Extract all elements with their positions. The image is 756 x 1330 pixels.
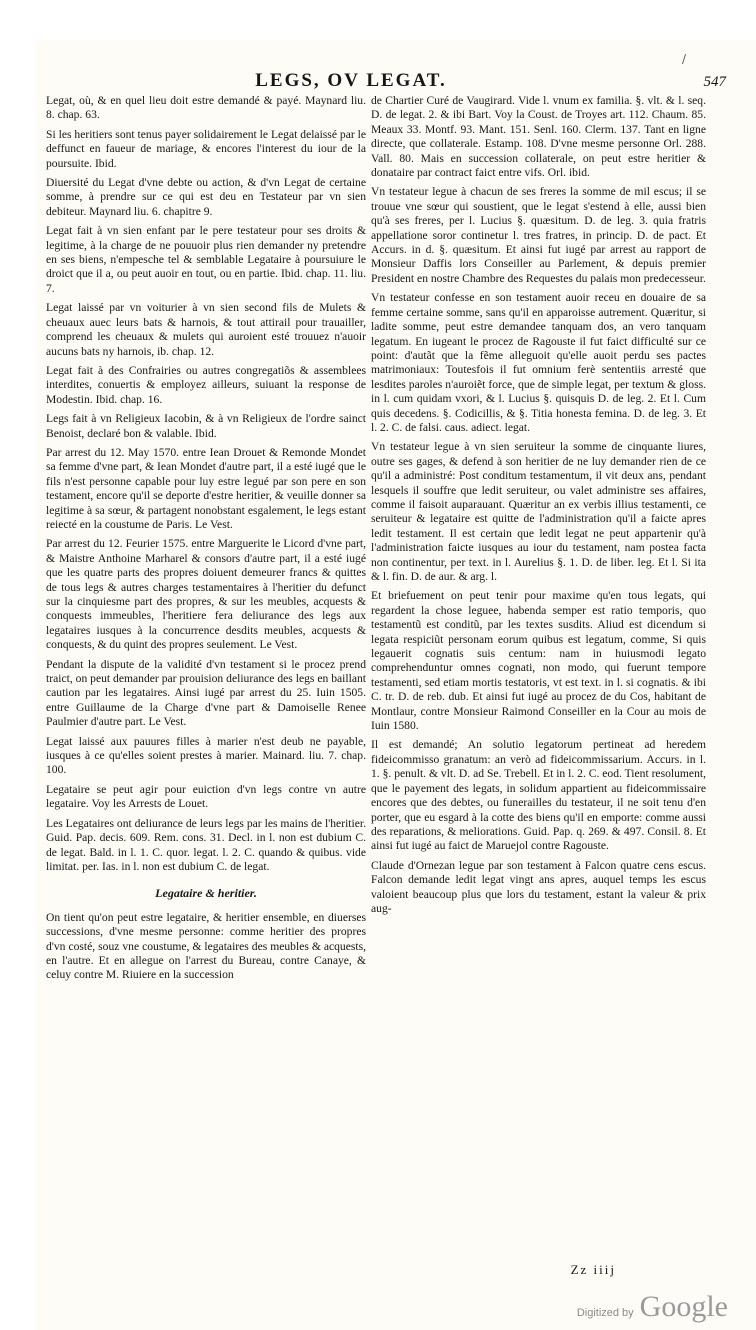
right-column — [371, 94, 706, 921]
paragraph: Pendant la dispute de la validité d'vn testament si le procez prend traict, on peut demander par prouision deliurance des legs en baillant caution par les legataires. Ainsi iugé par arrest du 25. Iuin 1505. entre Guillaume de la Charge d'vne part & Damoiselle Renee Paulmier d'autre part. Le Vest. — [46, 657, 366, 729]
paragraph: Par arrest du 12. May 1570. entre Iean Drouet & Remonde Mondet sa femme d'vne part, & Iean Mondet d'autre part, il a esté iugé que le fils n'est personne capable pour luy estre legué par son pere en son testament, encore qu'il se deporte d'estre heritier, & veuille donner sa legitime à sa sœur, & partagent nonobstant esgalement, le legs estant reiecté en la coustume de Paris. Le Vest. — [46, 445, 366, 531]
paragraph: Claude d'Ornezan legue par son testament à Falcon quatre cens escus. Falcon demande ledit legat vingt ans apres, auquel temps les escus valoient beaucoup plus que lors du testament, estant la valeur & prix aug- — [371, 858, 706, 915]
signature-mark: Zz iiij — [570, 1262, 616, 1277]
paragraph: de Chartier Curé de Vaugirard. Vide l. vnum ex familia. §. vlt. & l. seq. D. de legat. 2. & ibi Bart. Voy la Coust. de Troyes art. 112. Chaum. 85. Meaux 33. Montf. 93. Mant. 151. Senl. 160. Clerm. 137. Tant en ligne directe, que collaterale. Estamp. 108. D'vne mesme personne Orl. 288. Vall. 80. Mais en succession collaterale, on peut estre heritier & donataire par contract faict entre vifs. Orl. ibid. — [371, 94, 706, 180]
google-logo: Google — [639, 1290, 728, 1323]
book-page — [36, 40, 756, 1330]
paragraph: Et briefuement on peut tenir pour maxime qu'en tous legats, qui regardent la chose leguee, habenda semper est ratio temporis, quo testamentũ est conditũ, par les textes susdits. Aliud est dicendum si legata respiciũt personam eorum quibus est legatum, comme, Si quis legauerit cognatis suis centum: nam in huiusmodi legato comprehenduntur omnes cognati, non modo, qui fuerunt tempore testamenti, sed etiam mortis testatoris, vt est text. in l. si cognatis. & ibi C. tr. D. de reb. dub. Et ainsi fut iugé au procez de du Cos, habitant de Montlaur, contre Monsieur Raimond Conseiller en la Cour au mois de Iuin 1580. — [371, 589, 706, 733]
paragraph: Les Legataires ont deliurance de leurs legs par les mains de l'heritier. Guid. Pap. decis. 609. Rem. cons. 31. Decl. in l. non est dubium C. de legat. Bald. in l. 1. C. quor. legat. l. 2. C. quando & quibus. vide limitat. per. Ias. in l. non est dubium C. de legat. — [46, 816, 366, 873]
paragraph: Vn testateur confesse en son testament auoir receu en douaire de sa femme certaine somme, sans qu'il en apparoisse autrement. Quæritur, si ladite somme, peut estre demandee tanquam dos, an vero tanquam legatum. En iugeant le procez de Ragouste il fut faict difficulté sur ce point: d'autãt que la fẽme alleguoit qu'elle auoit perdu ses pactes matrimoniaux: Toutesfois il fut omnium ferè sententiis arresté que lesdites paroles n'auroiẽt force, que de simple legat, per textum & gloss. in l. cum quidam vxori, & l. Lucius §. quisquis D. de leg. 2. Et l. Cum quis decedens. §. Codicillis, & §. Titia honesta femina. D. de leg. 3. Et l. 2. C. de falsi. caus. adiect. legat. — [371, 291, 706, 434]
paragraph: Diuersité du Legat d'vne debte ou action, & d'vn Legat de certaine somme, à prendre sur ce qui est deu en Testateur par vn sien debiteur. Maynard liu. 6. chapitre 9. — [46, 176, 366, 218]
paragraph: Legs fait à vn Religieux Iacobin, & à vn Religieux de l'ordre sainct Benoist, declaré bon & valable. Ibid. — [46, 412, 366, 440]
paragraph: Si les heritiers sont tenus payer solidairement le Legat delaissé par le deffunct en faueur de mariage, & encores l'interest du iour de la poursuite. Ibid. — [46, 127, 366, 170]
paragraph: Legat fait à vn sien enfant par le pere testateur pour ses droits & legitime, à la charge de ne pouuoir plus rien demander ny pretendre en ses biens, n'empesche tel & semblable Legataire à poursuiure le droict que il a, ou peut auoir en tout, ou en partie. Ibid. chap. 11. liu. 7. — [46, 224, 366, 295]
margin-mark: / — [681, 52, 686, 66]
paragraph: Legat laissé aux pauures filles à marier n'est deub ne payable, iusques à ce qu'elles soient prestes à marier. Mainard. liu. 7. chap. 100. — [46, 734, 366, 777]
running-title: LEGS, OV LEGAT. — [255, 70, 447, 91]
paragraph: Vn testateur legue à chacun de ses freres la somme de mil escus; il se trouue vne sœur qui soustient, que le legat s'estend à elle, aussi bien qu'à ses freres, per l. Lucius §. quæsitum. D. de leg. 3. quia fratris appellatione soror continetur l. tres fratres, in princip. D. de pact. Et Accurs. in d. §. quæsitum. Et ainsi fut iugé par arrest au rapport de Monsieur Daffis lors Conseiller au Parlement, & depuis premier President en nostre Chambre des Requestes du palais mon predecesseur. — [371, 185, 706, 285]
paragraph: Il est demandé; An solutio legatorum pertineat ad heredem fideicommisso granatum: an verò ad fideicommissarium. Accurs. in l. 1. §. penult. & vlt. D. ad Se. Trebell. Et in l. 2. C. eod. Tient resolument, que le payement des legats, in solidum appartient au fideicommissaire encores que des debtes, ou funerailles du testateur, il ne soit tenu d'en porter, que eu esgard à la cotte des biens qu'il en emporte: comme aussi des reparations, & meliorations. Guid. Pap. q. 269. & 497. Consil. 8. Et ainsi fut iugé au faict de Maruejol contre Ragouste. — [371, 738, 706, 853]
watermark-prefix: Digitized by — [576, 1307, 634, 1319]
paragraph: Legat laissé par vn voiturier à vn sien second fils de Mulets & cheuaux auec leurs bats & harnois, & tout attirail pour trauailler, comprend les cheuaux & mulets qui auroient esté trouuez n'auoir aucuns bats ny harnois, ib. chap. 12. — [46, 301, 366, 358]
folio-number: 547 — [703, 74, 726, 90]
paragraph: Par arrest du 12. Feurier 1575. entre Marguerite le Licord d'vne part, & Maistre Anthoine Marharel & consors d'autre part, il a esté iugé que les quatre parts des propres doiuent demeurer francs & quittes de tous legs & autres charges testamentaires à l'heritier du defunct sur la cinquiesme part des propres, & sur les meubles, acquests & conquests immeubles, l'heritiere fera deliurance des legs aux legataires iusques à la concurrence desdits meubles, acquests & conquests, & du quint des propres seulement. Le Vest. — [46, 537, 366, 652]
paragraph: Legat, où, & en quel lieu doit estre demandé & payé. Maynard liu. 8. chap. 63. — [46, 94, 366, 122]
digitized-watermark — [577, 1290, 728, 1324]
paragraph: Legat fait à des Confrairies ou autres congregatiõs & assemblees interdites, conuertis & employez ailleurs, suiuant la response de Modestin. Ibid. chap. 16. — [46, 363, 366, 406]
paragraph: Vn testateur legue à vn sien seruiteur la somme de cinquante liures, outre ses gages, & defend à son heritier de ne luy demander rien de ce qu'il a administré: Post conditum testamentum, il vit deux ans, pendant lesquels il souffre que ledit seruiteur, ou valet administre ses affaires, comme il faisoit auparauant. Quæritur an ex verbis illius testamenti, ce seruiteur & legataire est quitte de l'administration qu'il a faicte apres ledit testament. Il est certain que ledit legat ne peut appartenir qu'à l'administration faicte iusques au iour du testament, nam postea facta non continentur, per text. in l. Aurelius §. 1. D. de liber. leg. Et l. Si ita & l. fin. D. de aur. & arg. l. — [371, 440, 706, 583]
paragraph: Legataire se peut agir pour euiction d'vn legs contre vn autre legataire. Voy les Arrests de Louet. — [46, 782, 366, 811]
paragraph: On tient qu'on peut estre legataire, & heritier ensemble, en diuerses successions, d'vne mesme personne: comme heritier des propres d'vn costé, souz vne coustume, & legataires des meubles & acquests, en l'autre. Et en allegue on l'arrest du Bureau, contre Canaye, & celuy contre M. Riuiere en la succession — [46, 910, 366, 982]
left-column — [46, 94, 366, 988]
section-heading: Legataire & heritier. — [155, 886, 257, 901]
